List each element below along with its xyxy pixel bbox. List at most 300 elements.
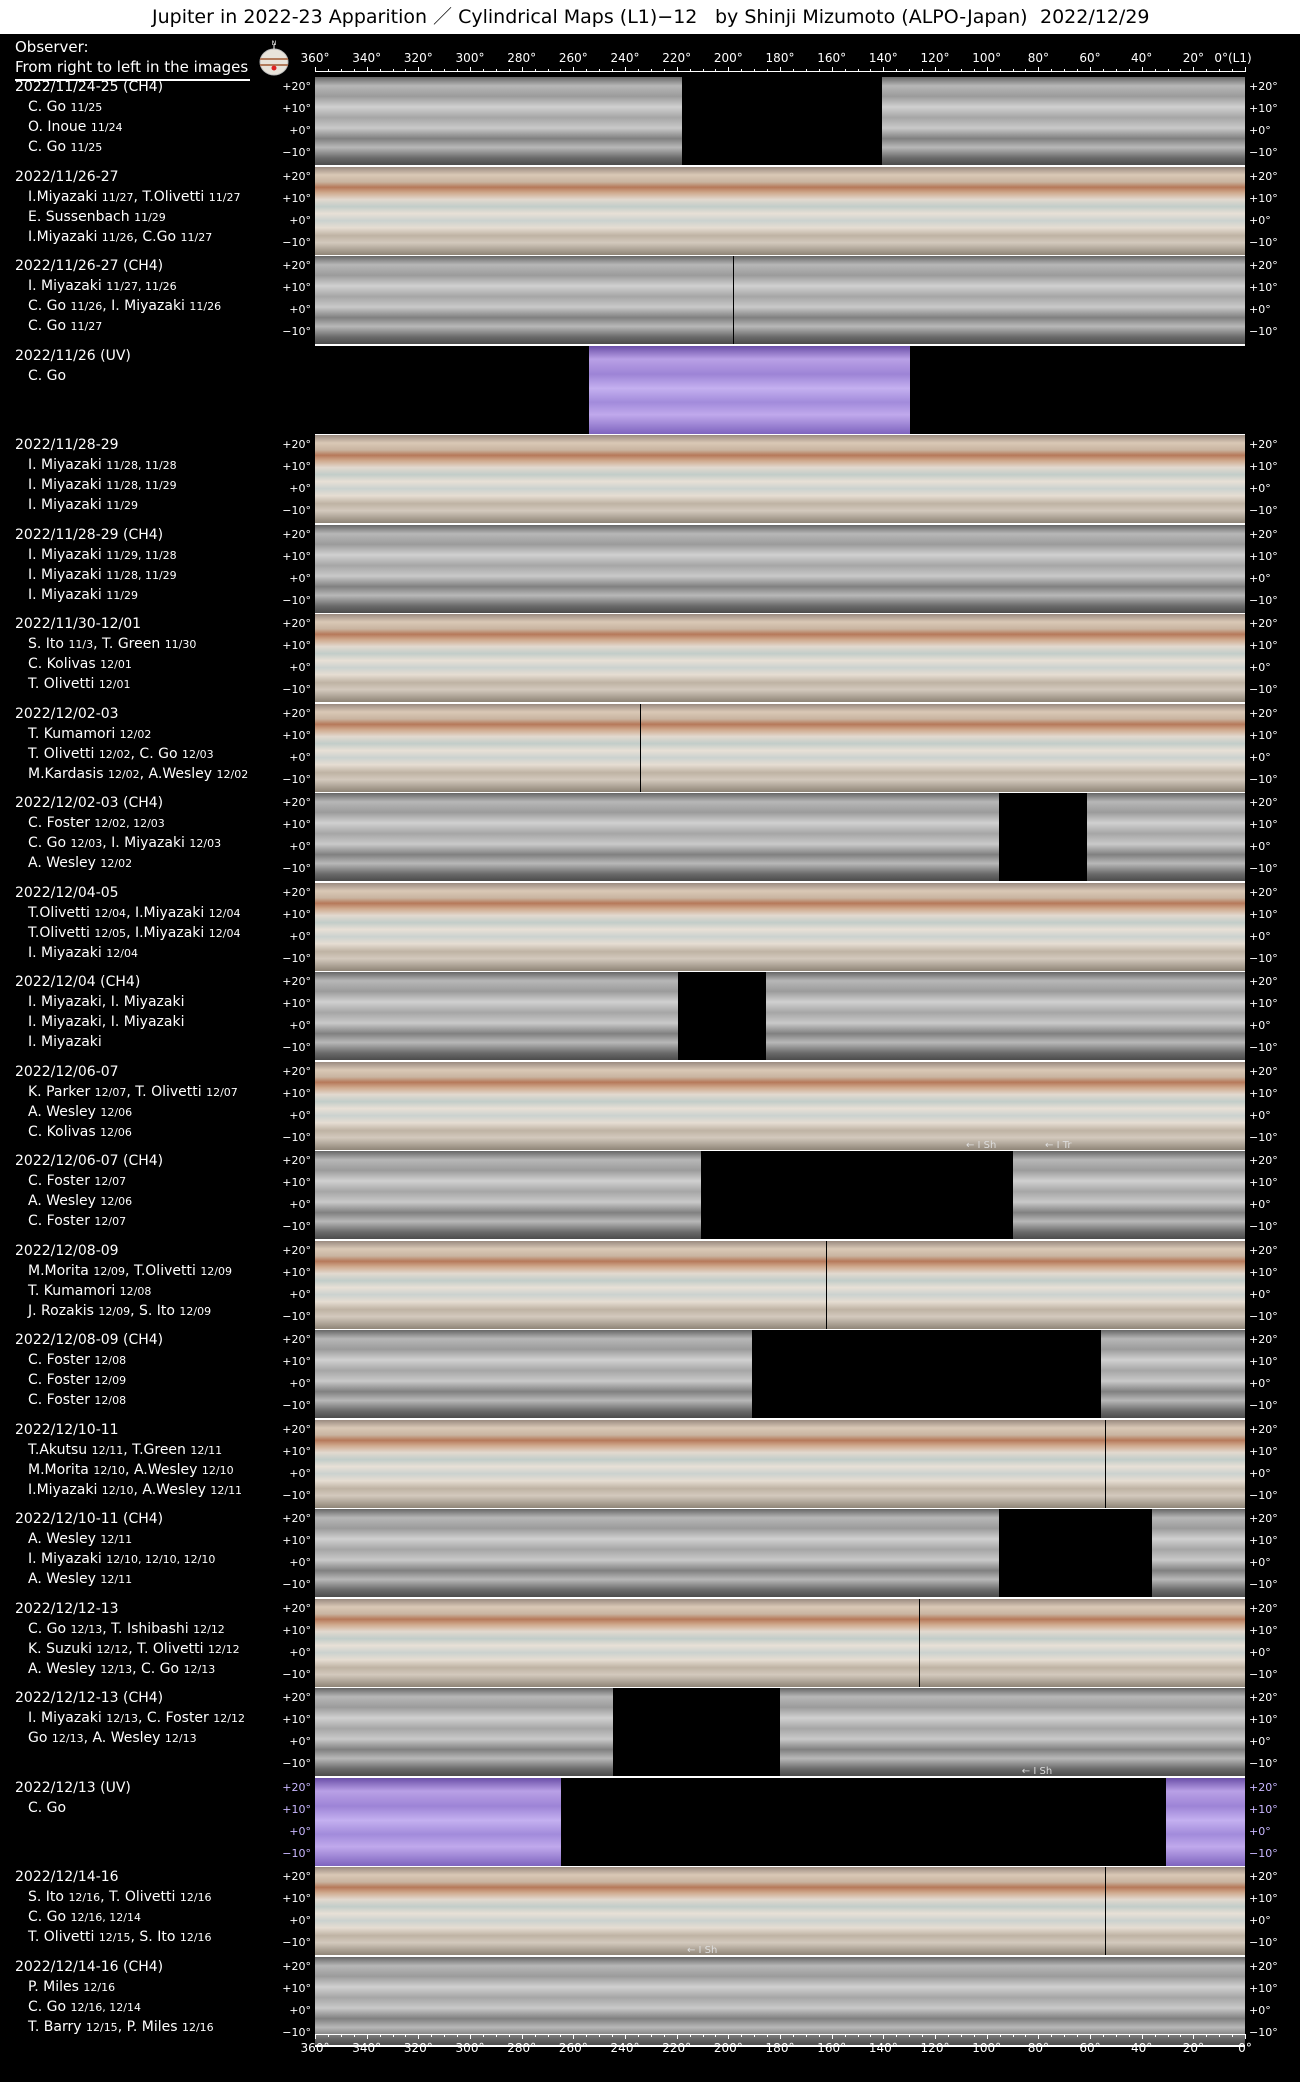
map-image-segment: [520, 614, 687, 702]
longitude-minor-tick: [1245, 69, 1246, 72]
observer-line: [28, 1551, 215, 1567]
longitude-label: 200°: [713, 51, 743, 65]
observer-line: [28, 99, 102, 115]
latitude-label: +10°: [1249, 281, 1278, 294]
longitude-label: 180°: [765, 51, 795, 65]
latitude-label: +0°: [1249, 1198, 1271, 1211]
observation-date: 12/11: [210, 1483, 243, 1497]
observation-date: 12/12: [213, 1712, 245, 1725]
observer-name: , S. Ito: [130, 1929, 176, 1945]
observer-name: , T. Olivetti: [128, 1640, 204, 1657]
observer-name: , C.Go: [133, 228, 177, 245]
latitude-label: −10°: [282, 862, 311, 875]
latitude-label: +20°: [282, 1064, 311, 1078]
observer-line: [28, 766, 248, 782]
map-image-segment: [315, 883, 482, 971]
observer-name: , A.Wesley: [133, 1481, 206, 1498]
observation-date: 12/08: [94, 1354, 127, 1367]
map-image-segment: [501, 1420, 687, 1508]
observation-date: 12/16, 12/14: [70, 1911, 141, 1924]
latitude-label: −10°: [1249, 325, 1278, 338]
observation-date: 12/16: [179, 1891, 212, 1904]
latitude-labels-left: [257, 704, 315, 792]
latitude-label: −10°: [282, 951, 311, 965]
latitude-label: −10°: [1249, 1130, 1278, 1144]
observation-date: 12/05: [94, 926, 127, 940]
observer-line: [28, 1283, 151, 1299]
latitude-label: +0°: [289, 1914, 311, 1927]
observer-name: I. Miyazaki: [28, 278, 102, 294]
row-date: 2022/11/26 (UV): [15, 347, 131, 364]
observer-name: , S. Ito: [130, 1302, 175, 1319]
latitude-label: +0°: [289, 482, 311, 495]
map-annotation: ← I Sh: [1021, 1766, 1053, 1776]
observer-name: C. Go: [28, 1998, 67, 2015]
longitude-label: 320°: [403, 51, 433, 65]
latitude-label: +20°: [1249, 1780, 1278, 1794]
latitude-labels-left: [257, 1062, 315, 1150]
map-row: [0, 1599, 1300, 1687]
observation-date: 11/27, 11/26: [106, 280, 177, 293]
latitude-label: −10°: [1249, 1041, 1278, 1054]
observer-name: C. Kolivas: [28, 1123, 96, 1140]
map-image-segment: [315, 435, 501, 523]
latitude-labels-right: [1245, 1778, 1300, 1866]
map-image-segment: [315, 1778, 561, 1866]
observer-name: C. Go: [28, 1620, 67, 1637]
latitude-label: +10°: [282, 102, 311, 115]
latitude-label: +10°: [282, 1802, 311, 1816]
observer-name: A. Wesley: [28, 855, 96, 871]
longitude-label: 20°: [1182, 51, 1204, 65]
latitude-label: +0°: [1249, 929, 1271, 943]
latitude-label: +0°: [289, 124, 311, 137]
cylindrical-map: [315, 1599, 1245, 1687]
longitude-ruler-bottom: [300, 2034, 1252, 2058]
observer-line: [28, 1263, 232, 1279]
latitude-labels-right: [1245, 1151, 1300, 1239]
latitude-label: +0°: [289, 750, 311, 764]
map-image-segment: [882, 77, 1245, 165]
latitude-label: +10°: [282, 639, 311, 652]
observer-line: [28, 1999, 141, 2015]
observer-name: A. Wesley: [28, 1531, 96, 1547]
cylindrical-map: [315, 1867, 1245, 1955]
latitude-label: −10°: [282, 1667, 311, 1681]
observer-name: I. Miyazaki, I. Miyazaki: [28, 994, 185, 1010]
latitude-label: +10°: [1249, 1444, 1278, 1458]
latitude-label: +10°: [1249, 728, 1278, 742]
latitude-label: −10°: [282, 772, 311, 786]
row-date: 2022/12/12-13: [15, 1600, 119, 1617]
map-image-segment: [315, 1062, 445, 1150]
map-image-segment: [445, 77, 682, 165]
observer-name: I.Miyazaki: [28, 228, 98, 245]
latitude-labels-right: [1245, 256, 1300, 344]
observation-date: 12/06: [100, 1125, 132, 1139]
map-image-segment: [315, 793, 482, 881]
latitude-label: −10°: [1249, 1578, 1278, 1591]
cylindrical-map: [315, 883, 1245, 971]
latitude-label: +0°: [1249, 661, 1271, 674]
observation-date: 12/02: [107, 767, 140, 781]
latitude-label: +0°: [289, 1019, 311, 1032]
latitude-labels-right: [1245, 793, 1300, 881]
observation-date: 12/09: [98, 1304, 131, 1318]
latitude-label: +20°: [1249, 796, 1278, 809]
map-image-segment: [315, 1241, 455, 1329]
map-row: [0, 1062, 1300, 1150]
map-row: [0, 972, 1300, 1060]
observer-line: [28, 1034, 102, 1050]
map-image-segment: [557, 256, 734, 344]
latitude-label: +10°: [1249, 1265, 1278, 1279]
observer-line: [28, 1193, 132, 1209]
map-row: [0, 525, 1300, 613]
observation-date: 12/10, 12/10, 12/10: [106, 1553, 216, 1566]
latitude-label: +0°: [1249, 482, 1271, 495]
map-image-segment: [920, 1599, 1190, 1687]
observer-line: [28, 855, 132, 871]
observer-name: A. Wesley: [28, 1193, 96, 1209]
observation-date: 12/03: [70, 837, 103, 850]
map-image-segment: [482, 167, 780, 255]
observation-date: 12/03: [189, 837, 222, 850]
map-image-segment: [315, 1420, 501, 1508]
longitude-label: 60°: [1079, 2041, 1101, 2055]
map-row: [0, 1509, 1300, 1597]
latitude-label: −10°: [1249, 593, 1278, 607]
latitude-label: −10°: [1249, 951, 1278, 965]
row-date: 2022/11/28-29 (CH4): [15, 526, 164, 543]
latitude-label: +0°: [289, 1287, 311, 1301]
observer-name: C. Go: [28, 1909, 67, 1925]
observer-name: C. Go: [28, 318, 67, 334]
observation-date: 12/09: [200, 1264, 233, 1278]
observer-line: [28, 676, 131, 692]
observer-name: A. Wesley: [28, 1571, 96, 1587]
observation-date: 11/29: [106, 588, 138, 602]
row-date: 2022/12/14-16: [15, 1869, 119, 1885]
map-image-segment: [938, 972, 1152, 1060]
observer-name: C. Foster: [28, 1213, 90, 1229]
latitude-label: +10°: [282, 281, 311, 294]
latitude-labels-right: [1245, 525, 1300, 613]
observer-name: , C. Foster: [137, 1710, 209, 1726]
latitude-label: +20°: [282, 975, 311, 988]
observation-date: 11/28, 11/29: [106, 479, 177, 492]
map-image-segment: [315, 1330, 464, 1418]
observation-date: 12/02: [119, 727, 152, 741]
latitude-label: +0°: [289, 1556, 311, 1569]
latitude-label: +10°: [1249, 191, 1278, 205]
observation-date: 11/25: [70, 101, 103, 114]
map-image-segment: [901, 256, 1078, 344]
map-image-segment: [315, 256, 557, 344]
cylindrical-map: [315, 1330, 1245, 1418]
observation-date: 11/24: [90, 121, 123, 134]
latitude-label: −10°: [282, 1399, 311, 1412]
observer-name: I. Miyazaki: [28, 477, 102, 493]
observer-name: M.Morita: [28, 1461, 89, 1478]
row-date: 2022/11/28-29: [15, 437, 119, 453]
latitude-label: −10°: [282, 593, 311, 607]
latitude-label: −10°: [282, 1757, 311, 1770]
latitude-label: +20°: [282, 1512, 311, 1525]
observer-line: [28, 278, 177, 294]
observation-date: 12/07: [94, 1215, 127, 1228]
observer-line: [28, 457, 177, 473]
observer-name: S. Ito: [28, 636, 64, 652]
latitude-labels-left: [257, 972, 315, 1060]
latitude-label: +20°: [1249, 706, 1278, 720]
observer-name: C. Foster: [28, 1173, 90, 1189]
observer-name: I.Miyazaki: [28, 1481, 98, 1498]
observer-name: , P. Miles: [117, 2018, 178, 2035]
observer-name: , A.Wesley: [125, 1461, 198, 1478]
observer-name: I.Miyazaki: [28, 188, 98, 205]
latitude-labels-right: [1245, 1062, 1300, 1150]
latitude-label: +20°: [282, 1154, 311, 1167]
latitude-label: +20°: [1249, 1064, 1278, 1078]
latitude-label: +10°: [282, 1176, 311, 1189]
longitude-label: 100°: [972, 51, 1002, 65]
row-date: 2022/12/08-09 (CH4): [15, 1332, 164, 1348]
observer-name: T. Barry: [28, 2018, 82, 2035]
latitude-labels-left: [257, 525, 315, 613]
observer-line: [28, 209, 166, 225]
longitude-label: 260°: [558, 2041, 588, 2055]
latitude-label: +20°: [282, 1422, 311, 1436]
observer-line: [28, 1571, 132, 1587]
observer-name: T.Olivetti: [28, 904, 90, 921]
observer-line: [28, 905, 240, 921]
row-date: 2022/12/13 (UV): [15, 1779, 131, 1796]
observer-name: I. Miyazaki: [28, 1551, 102, 1567]
latitude-label: +0°: [289, 661, 311, 674]
observer-name: S. Ito: [28, 1889, 64, 1905]
map-image-segment: [650, 883, 855, 971]
observer-name: K. Suzuki: [28, 1640, 93, 1657]
latitude-label: +0°: [1249, 1556, 1271, 1569]
observation-date: 11/29: [134, 210, 166, 224]
latitude-labels-left: [257, 1599, 315, 1687]
page-title: Jupiter in 2022-23 Apparition ／ Cylindrical Maps (L1)−12: [152, 6, 698, 28]
latitude-labels-right: [1245, 1688, 1300, 1776]
observer-name: I. Miyazaki: [28, 566, 102, 583]
observation-date: 12/13: [183, 1662, 216, 1676]
map-image-segment: [315, 614, 520, 702]
observer-name: C. Foster: [28, 815, 90, 831]
observer-name: , T.Olivetti: [125, 1262, 196, 1279]
latitude-label: −10°: [282, 683, 311, 696]
map-row: [0, 256, 1300, 344]
observer-line: [28, 1621, 225, 1637]
map-image-segment: [892, 525, 1087, 613]
longitude-label: 60°: [1079, 51, 1101, 65]
map-image-segment: [1059, 1241, 1245, 1329]
map-row: [0, 1778, 1300, 1866]
latitude-labels-right: [1245, 1241, 1300, 1329]
longitude-label: 300°: [455, 2041, 485, 2055]
latitude-label: +0°: [1249, 1287, 1271, 1301]
latitude-labels-left: [257, 1509, 315, 1597]
cylindrical-map: [315, 614, 1245, 702]
longitude-label: 80°: [1027, 51, 1049, 65]
latitude-label: −10°: [282, 1578, 311, 1591]
longitude-label: 0°(L1): [1214, 51, 1252, 65]
observation-date: 12/11: [100, 1573, 133, 1586]
latitude-label: +0°: [289, 213, 311, 227]
latitude-label: +20°: [282, 796, 311, 809]
latitude-label: +20°: [282, 617, 311, 630]
latitude-labels-left: [257, 435, 315, 523]
observer-line: [28, 139, 102, 155]
longitude-label: 40°: [1131, 51, 1153, 65]
latitude-label: +20°: [1249, 1959, 1278, 1973]
map-image-segment: [1013, 1151, 1246, 1239]
map-image-segment: [1096, 1688, 1245, 1776]
latitude-label: +0°: [1249, 1914, 1271, 1927]
observation-date: 11/27: [208, 190, 241, 204]
latitude-label: +20°: [282, 80, 311, 93]
observer-line: [28, 1213, 126, 1229]
observer-name: , T.Green: [123, 1441, 186, 1458]
latitude-label: −10°: [1249, 683, 1278, 696]
map-row: [0, 793, 1300, 881]
latitude-label: +0°: [289, 303, 311, 316]
latitude-label: +0°: [1249, 124, 1271, 137]
observer-name: , T. Olivetti: [126, 1083, 202, 1100]
observer-line: [28, 1173, 126, 1189]
cylindrical-map: [315, 435, 1245, 523]
longitude-label: 220°: [662, 2041, 692, 2055]
observation-date: 11/27: [180, 230, 213, 244]
map-image-segment: [938, 614, 1245, 702]
latitude-label: −10°: [1249, 1488, 1278, 1502]
observation-date: 12/07: [206, 1085, 238, 1099]
observer-name: , C. Go: [132, 1660, 180, 1677]
map-image-segment: [780, 167, 1003, 255]
observation-date: 12/02: [216, 767, 249, 781]
longitude-label: 0°: [1238, 2041, 1252, 2055]
latitude-label: +10°: [1249, 102, 1278, 115]
map-image-segment: [854, 704, 1031, 792]
longitude-label: 80°: [1027, 2041, 1049, 2055]
longitude-label: 300°: [455, 51, 485, 65]
row-date: 2022/12/10-11 (CH4): [15, 1511, 164, 1527]
longitude-label: 220°: [662, 51, 692, 65]
latitude-label: +20°: [282, 1333, 311, 1346]
observer-name: Go: [28, 1730, 48, 1746]
observer-name: I. Miyazaki: [28, 546, 102, 563]
observer-line: [28, 1372, 126, 1388]
map-row: [0, 1957, 1300, 2045]
longitude-label: 240°: [610, 51, 640, 65]
row-date: 2022/11/26-27 (CH4): [15, 258, 164, 274]
latitude-label: +10°: [282, 1355, 311, 1368]
map-image-segment: [1078, 256, 1245, 344]
latitude-label: +20°: [282, 169, 311, 183]
map-image-segment: [696, 1599, 919, 1687]
row-date: 2022/12/06-07 (CH4): [15, 1153, 164, 1169]
map-image-segment: [734, 256, 901, 344]
latitude-label: +10°: [282, 997, 311, 1010]
observation-date: 12/04: [106, 946, 138, 960]
observation-date: 11/26: [189, 300, 222, 313]
latitude-label: +20°: [282, 1870, 311, 1883]
cylindrical-map: [315, 167, 1245, 255]
latitude-label: +0°: [289, 840, 311, 853]
observer-name: I. Miyazaki: [28, 586, 102, 603]
latitude-labels-left: [257, 1330, 315, 1418]
observer-name: T.Akutsu: [28, 1441, 88, 1458]
latitude-labels-left: [257, 167, 315, 255]
longitude-label: 20°: [1182, 2041, 1204, 2055]
row-date: 2022/12/02-03: [15, 705, 119, 722]
map-image-segment: [1106, 1420, 1246, 1508]
latitude-label: +10°: [282, 549, 311, 563]
latitude-labels-right: [1245, 1867, 1300, 1955]
longitude-label: 160°: [817, 2041, 847, 2055]
latitude-label: +10°: [1249, 1802, 1278, 1816]
observer-line: [28, 1710, 245, 1726]
map-image-segment: [1003, 1957, 1245, 2045]
observer-name: , I. Miyazaki: [102, 835, 185, 851]
observer-name: C. Go: [28, 1799, 67, 1816]
observation-date: 11/25: [70, 141, 103, 154]
observer-line: [28, 497, 138, 513]
latitude-label: +20°: [1249, 259, 1278, 272]
latitude-label: −10°: [282, 1846, 311, 1860]
observer-name: C. Go: [28, 139, 67, 155]
latitude-labels-right: [1245, 1330, 1300, 1418]
cylindrical-map: [315, 525, 1245, 613]
latitude-label: +10°: [1249, 1086, 1278, 1100]
observer-line: [28, 1929, 212, 1945]
map-image-segment: [315, 525, 501, 613]
observer-line: [28, 1392, 126, 1408]
observer-line: [28, 229, 212, 245]
cylindrical-map: [315, 77, 1245, 165]
latitude-label: +10°: [282, 818, 311, 831]
row-date: 2022/12/04-05: [15, 884, 119, 901]
observation-date: 12/16, 12/14: [70, 2000, 141, 2014]
map-image-segment: [845, 1420, 1105, 1508]
latitude-labels-left: [257, 1420, 315, 1508]
latitude-label: −10°: [1249, 862, 1278, 875]
observation-date: 11/27: [70, 320, 103, 333]
map-image-segment: [1087, 793, 1245, 881]
observation-date: 12/02, 12/03: [94, 817, 165, 830]
map-image-segment: [501, 435, 687, 523]
row-date: 2022/12/12-13 (CH4): [15, 1690, 164, 1706]
longitude-baseline: [315, 71, 1245, 72]
title-bar: [0, 0, 1300, 34]
latitude-label: +0°: [289, 1466, 311, 1480]
observer-line: [28, 567, 177, 583]
latitude-label: +20°: [1249, 1870, 1278, 1883]
observation-date: 12/03: [181, 747, 214, 761]
latitude-labels-right: [1245, 1599, 1300, 1687]
map-row: [0, 167, 1300, 255]
latitude-label: −10°: [1249, 772, 1278, 786]
observer-line: [28, 1800, 66, 1816]
latitude-label: +0°: [289, 1645, 311, 1659]
latitude-label: +20°: [1249, 1512, 1278, 1525]
map-image-segment: [417, 1957, 650, 2045]
latitude-labels-right: [1245, 614, 1300, 702]
